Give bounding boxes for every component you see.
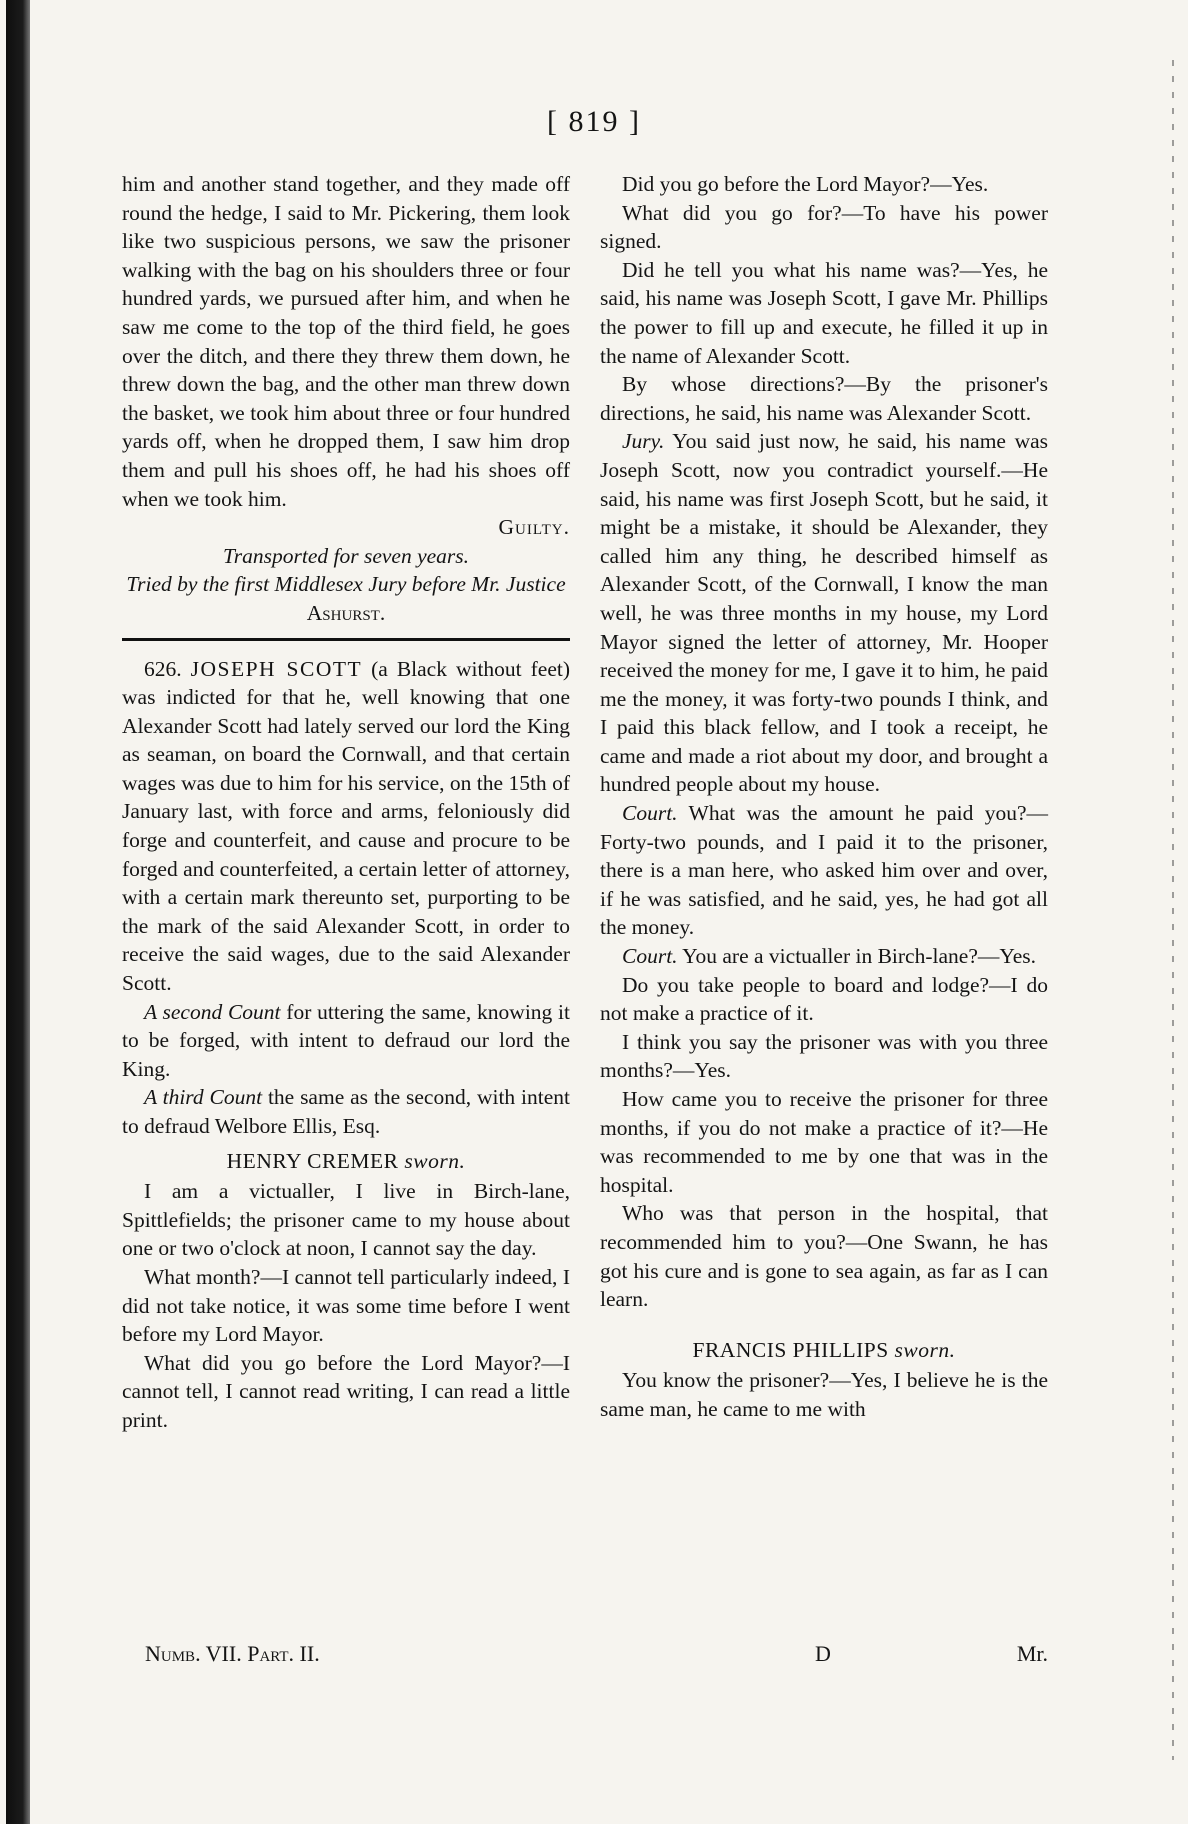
indictment-paragraph [122, 655, 570, 998]
section-divider [122, 638, 570, 641]
testimony-paragraph: What month?—I cannot tell particularly indeed, I did not take notice, it was some time before I went before my Lord Mayor. [122, 1264, 570, 1347]
testimony-paragraph: I think you say the prisoner was with you three months?—Yes. [600, 1029, 1048, 1083]
question-text: What was the amount he paid you?—Forty-two pounds, and I paid it to the prisoner, there is a man here, who asked him over and over, if he was satisfied, and he said, yes, he had got all the money. [600, 801, 1048, 940]
court-question [600, 799, 1048, 942]
testimony-paragraph: What did you go before the Lord Mayor?—I cannot tell, I cannot read writing, I can read a little print. [122, 1350, 570, 1432]
third-count-text: the same as the second, with intent to defraud Welbore Ellis, Esq. [122, 1085, 571, 1138]
testimony-paragraph: I am a victualler, I live in Birch-lane, Spittlefields; the prisoner came to my house about one or two o'clock at noon, I cannot say the day. [122, 1179, 570, 1261]
second-count-text: for uttering the same, knowing it to be forged, with intent to defraud our lord the King. [122, 999, 570, 1081]
speaker-label: Court. [622, 944, 678, 969]
testimony-paragraph: How came you to receive the prisoner for three months, if you do not make a practice of it?—He was recommended to me by one that was in the hospital. [600, 1087, 1048, 1197]
sentence: Transported for seven years. [222, 543, 470, 568]
second-count-label: A second Count [144, 999, 281, 1024]
witness-name: FRANCIS PHILLIPS [692, 1337, 889, 1362]
catchword: Mr. [1016, 1641, 1048, 1666]
page-edge [1172, 60, 1174, 1760]
indictment-text: (a Black without feet) was indicted for that he, well knowing that one Alexander Scott had lately served our lord the King as seaman, on board the Cornwall, and that certain wages was due to him for his service, on the 15th of January last, with force and arms, feloniously did forge and counterfeit, and cause and procure to be forged and counterfeited, a certain letter of attorney, with a certain mark thereunto set, purporting to be the mark of the said Alexander Scott, in order to receive the said wages, due to the said Alexander Scott. [122, 656, 571, 996]
testimony-paragraph: By whose directions?—By the prisoner's directions, he said, his name was Alexander Scott. [600, 372, 1048, 425]
trial-note [122, 570, 570, 627]
case-number: 626. [144, 656, 182, 681]
witness-sworn: sworn. [894, 1337, 956, 1362]
trial-note-text: Tried by the first Middlesex Jury before Mr. Justice [126, 572, 566, 597]
signature-mark: D [815, 1641, 831, 1666]
question-text: You said just now, he said, his name was Joseph Scott, now you contradict yourself.—He said, his name was first Joseph Scott, but he said, it might be a mistake, it should be Alexander, they called him any thing, he described himself as Alexander Scott, of the Cornwall, I know the man well, he was three months in my house, my Lord Mayor signed the letter of attorney, Mr. Hooper received the money for me, I gave it to him, he paid me the money, it was forty-two pounds I think, and I paid this black fellow, and I took a receipt, he came and made a riot about my door, and brought a hundred people about my house. [600, 429, 1049, 797]
testimony-continuation: him and another stand together, and they made off round the hedge, I said to Mr. Pickering, them look like two suspicious persons, we saw the prisoner walking with the bag on his shoulders three or four hundred yards, we pursued after him, and when he saw me come to the top of the third field, he goes over the ditch, and there they threw them down, he threw down the bag, and the other man threw down the basket, we took him about three or four hundred yards off, when he dropped them, I saw him drop them and pull his shoes off, he had his shoes off when we took him. [122, 172, 570, 511]
testimony-paragraph: You know the prisoner?—Yes, I believe he is the same man, he came to me with [600, 1368, 1048, 1421]
defendant-name: JOSEPH SCOTT [190, 656, 363, 681]
witness-name: HENRY CREMER [226, 1148, 399, 1173]
court-question [600, 942, 1048, 971]
witness-sworn: sworn. [404, 1148, 466, 1173]
speaker-label: Court. [622, 801, 678, 826]
issue-number: Numb. VII. Part. II. [145, 1641, 320, 1666]
binding-shadow [6, 0, 30, 1824]
testimony-paragraph: Did he tell you what his name was?—Yes, he said, his name was Joseph Scott, I gave Mr. Phillips the power to fill up and execute, he filled it up in the name of Alexander Scott. [600, 257, 1048, 368]
judge-name: Ashurst. [306, 600, 386, 625]
witness-heading [600, 1336, 1048, 1365]
jury-question [600, 427, 1048, 799]
verdict: Guilty. [498, 515, 570, 540]
page-number: [ 819 ] [547, 105, 641, 138]
testimony-paragraph: Did you go before the Lord Mayor?—Yes. [622, 172, 989, 196]
testimony-paragraph: What did you go for?—To have his power signed. [600, 200, 1048, 254]
third-count [122, 1083, 570, 1140]
testimony-paragraph: Who was that person in the hospital, that recommended him to you?—One Swann, he has got his cure and is gone to sea again, as far as I can learn. [600, 1201, 1048, 1312]
third-count-label: A third Count [144, 1085, 263, 1110]
left-column [122, 170, 570, 1435]
testimony-paragraph: Do you take people to board and lodge?—I do not make a practice of it. [600, 972, 1048, 1026]
question-text: You are a victualler in Birch-lane?—Yes. [682, 944, 1037, 969]
speaker-label: Jury. [622, 429, 665, 454]
second-count [122, 998, 570, 1084]
witness-heading [122, 1147, 570, 1176]
right-column [600, 170, 1048, 1424]
